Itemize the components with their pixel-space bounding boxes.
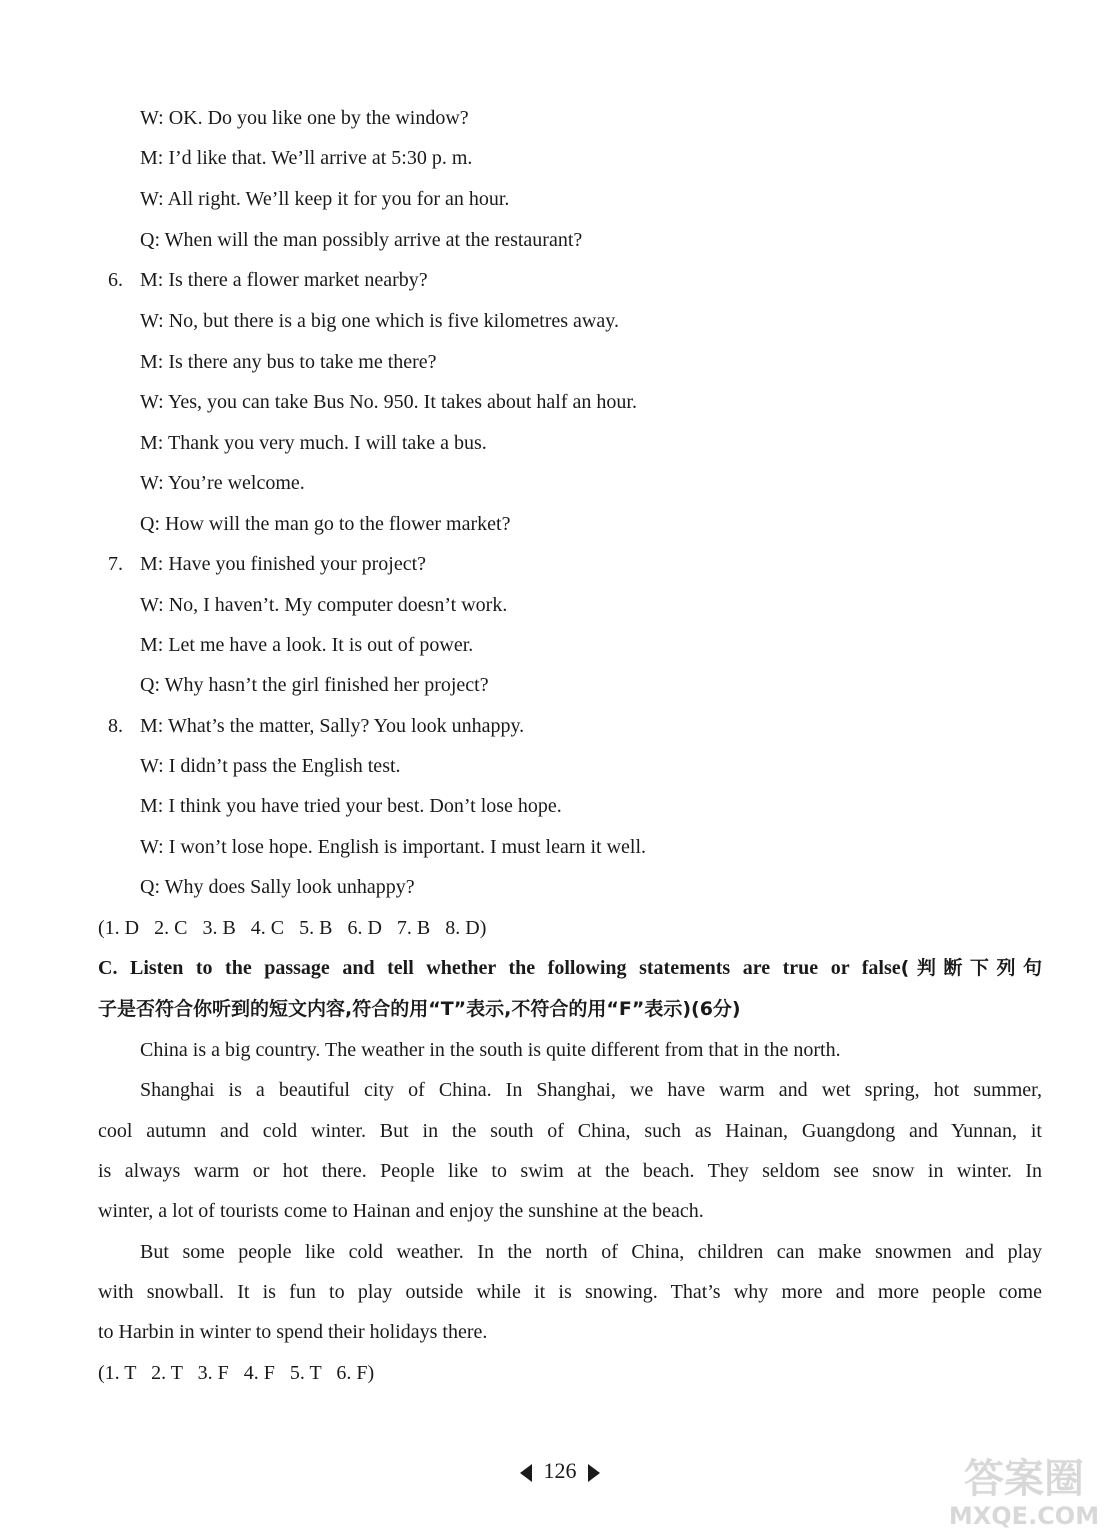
dialogue-line: W: Yes, you can take Bus No. 950. It takes about half an hour. — [140, 391, 637, 413]
answer-key: (1. D 2. C 3. B 4. C 5. B 6. D 7. B 8. D) — [98, 917, 487, 939]
watermark-text-bottom: MXQE.COM — [948, 1502, 1100, 1530]
section-heading-cn-line — [98, 995, 1042, 1023]
dialogue-question: Q: When will the man possibly arrive at the restaurant? — [140, 229, 583, 251]
passage-line: to Harbin in winter to spend their holidays there. — [98, 1321, 488, 1343]
dialogue-line: M: What’s the matter, Sally? You look unhappy. — [140, 715, 525, 737]
dialogue-line: W: I won’t lose hope. English is important. I must learn it well. — [140, 836, 647, 858]
passage-line: Shanghai is a beautiful city of China. In Shanghai, we have warm and wet spring, hot summer, — [140, 1079, 1042, 1101]
watermark-text-top: 答案圈 — [964, 1456, 1084, 1502]
passage-line: with snowball. It is fun to play outside while it is snowing. That’s why more and more people come — [98, 1281, 1042, 1303]
section-heading — [98, 954, 1042, 982]
dialogue-question: Q: Why does Sally look unhappy? — [140, 876, 415, 898]
dialogue-line: W: OK. Do you like one by the window? — [140, 107, 469, 129]
dialogue-line: M: I’d like that. We’ll arrive at 5:30 p. m. — [140, 147, 473, 169]
question-number: 8. — [108, 715, 123, 737]
dialogue-question: Q: How will the man go to the flower market? — [140, 513, 511, 535]
passage-paragraph: China is a big country. The weather in the south is quite different from that in the north. — [140, 1039, 841, 1061]
section-heading-en: C. Listen to the passage and tell whether the following statements are true or false — [98, 957, 901, 979]
arrow-left-icon — [520, 1464, 532, 1482]
dialogue-line: W: All right. We’ll keep it for you for an hour. — [140, 188, 510, 210]
dialogue-line: W: I didn’t pass the English test. — [140, 755, 401, 777]
dialogue-line: W: You’re welcome. — [140, 472, 305, 494]
passage-line: cool autumn and cold winter. But in the south of China, such as Hainan, Guangdong and Yunnan, it — [98, 1120, 1042, 1142]
section-heading-cn: (判断下列句 — [900, 957, 1042, 979]
dialogue-question: Q: Why hasn’t the girl finished her project? — [140, 674, 489, 696]
dialogue-line: W: No, but there is a big one which is five kilometres away. — [140, 310, 619, 332]
dialogue-line: M: Let me have a look. It is out of power. — [140, 634, 474, 656]
dialogue-line: M: Thank you very much. I will take a bus. — [140, 432, 487, 454]
dialogue-line: M: Have you finished your project? — [140, 553, 427, 575]
dialogue-line: M: Is there any bus to take me there? — [140, 351, 437, 373]
section-heading-cn-text: 子是否符合你听到的短文内容,符合的用“T”表示,不符合的用“F”表示)(6分) — [98, 998, 741, 1020]
passage-line: But some people like cold weather. In the north of China, children can make snowmen and play — [140, 1241, 1042, 1263]
question-number: 7. — [108, 553, 123, 575]
page-number: 126 — [543, 1458, 577, 1483]
passage-line: winter, a lot of tourists come to Hainan and enjoy the sunshine at the beach. — [98, 1200, 704, 1222]
passage-line: is always warm or hot there. People like to swim at the beach. They seldom see snow in winter. In — [98, 1160, 1042, 1182]
arrow-right-icon — [588, 1464, 600, 1482]
question-number: 6. — [108, 269, 123, 291]
answer-key: (1. T 2. T 3. F 4. F 5. T 6. F) — [98, 1362, 375, 1384]
dialogue-line: M: Is there a flower market nearby? — [140, 269, 428, 291]
dialogue-line: M: I think you have tried your best. Don’t lose hope. — [140, 795, 562, 817]
watermark-logo-icon — [934, 1444, 1114, 1532]
dialogue-line: W: No, I haven’t. My computer doesn’t work. — [140, 594, 508, 616]
